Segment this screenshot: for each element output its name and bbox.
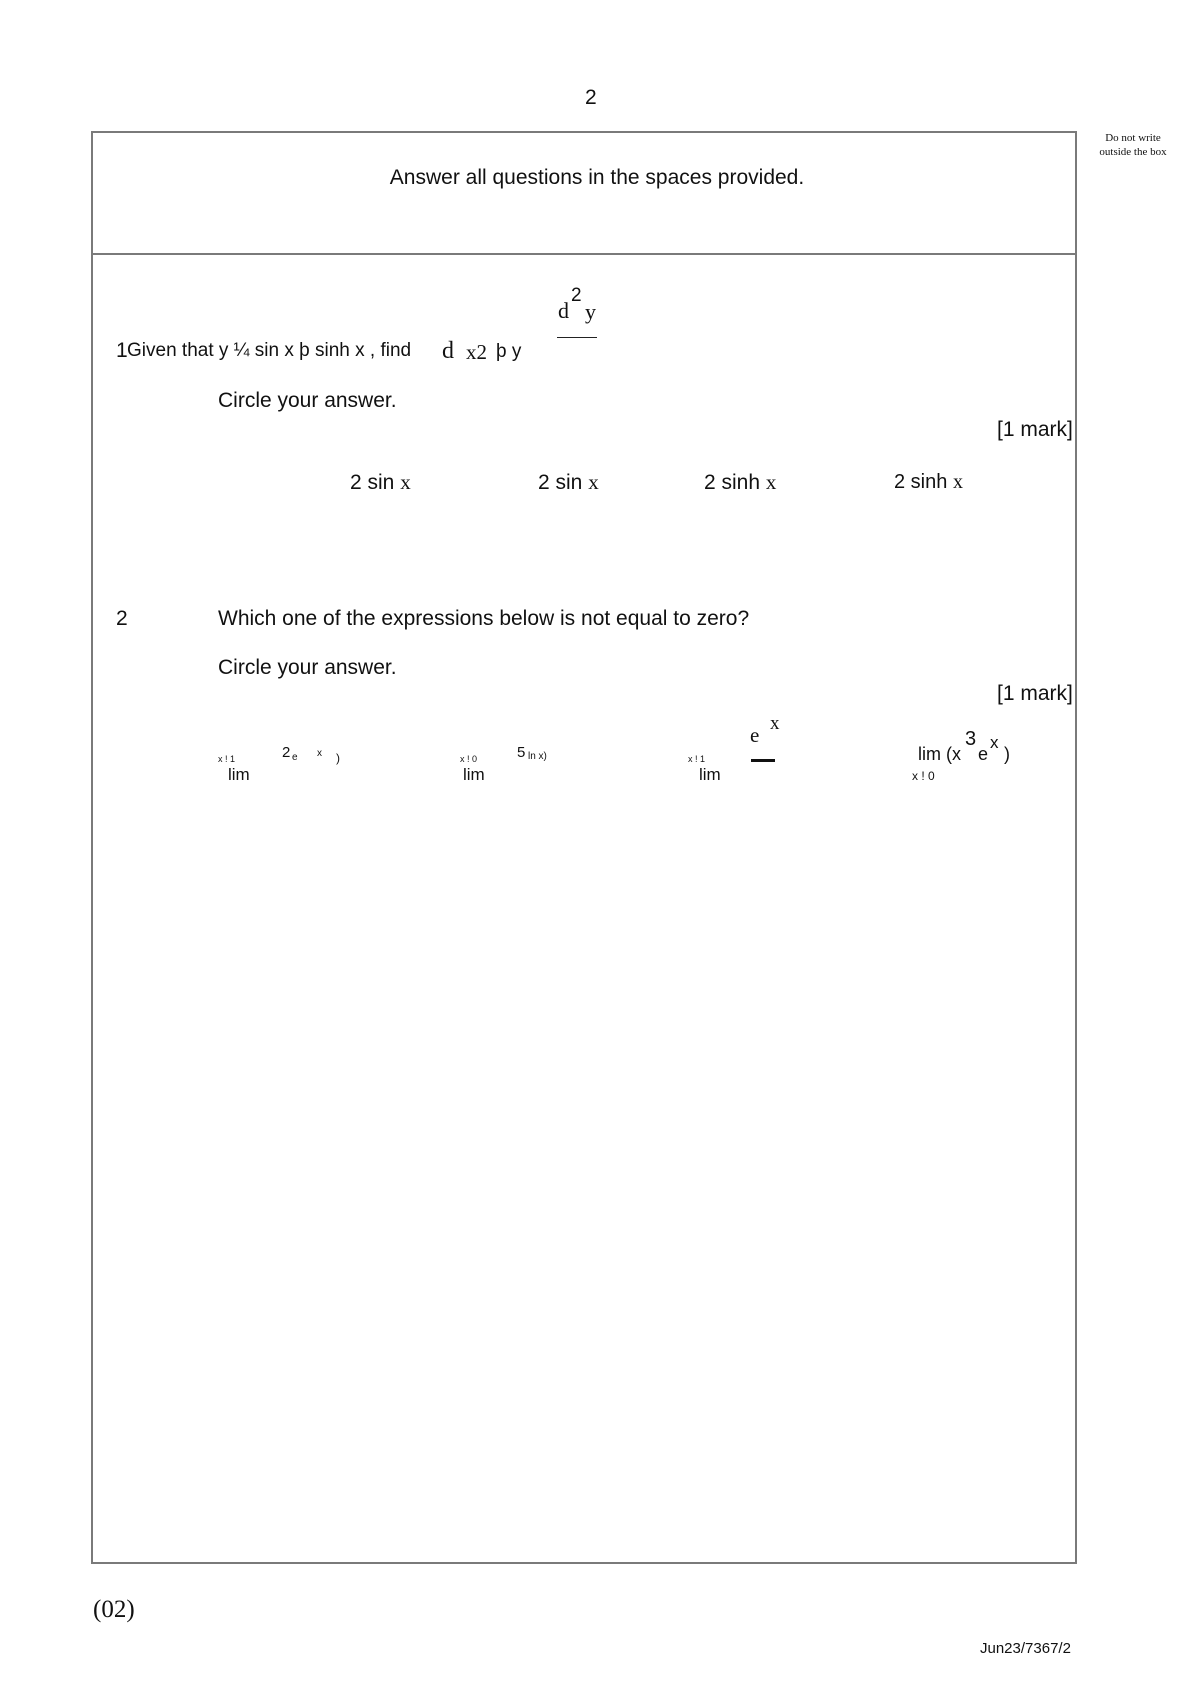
page-number: 2 [585, 86, 597, 109]
q2-option-c-e: e [750, 723, 760, 747]
q2-option-c-fraction-bar [751, 759, 775, 762]
q1-option-a-var: x [400, 470, 411, 494]
q2-option-d-x: x [990, 733, 999, 752]
q2-option-c[interactable] [688, 713, 788, 786]
fraction-numerator-y: y [585, 299, 596, 324]
q2-option-d-lim: lim (x [918, 744, 961, 764]
q2-option-c-lim: lim [699, 765, 721, 784]
q1-option-c-text: 2 sinh [704, 471, 766, 494]
fraction-numerator-d: d [558, 298, 569, 323]
q1-option-c-var: x [765, 470, 777, 494]
fraction-superscript: 2 [571, 285, 582, 306]
q2-option-d-exponent: 3 [965, 728, 977, 750]
q1-option-c[interactable] [704, 470, 776, 495]
q2-option-b-subscript: x ! 0 [460, 754, 478, 764]
q1-number: 1 [116, 339, 128, 362]
q2-option-c-subscript: x ! 1 [688, 754, 706, 764]
q2-question-text: Which one of the expressions below is not equal to zero? [218, 607, 750, 630]
q2-option-d-close: ) [1004, 744, 1010, 764]
margin-note: Do not write outside the box [1099, 132, 1167, 158]
q1-circle-instruction: Circle your answer. [218, 389, 397, 412]
q1-mark: [1 mark] [997, 418, 1073, 441]
q2-circle-instruction: Circle your answer. [218, 656, 397, 679]
q2-option-b-lim: lim [463, 765, 485, 784]
q1-option-a-text: 2 sin [350, 471, 401, 494]
fraction-bar [557, 337, 597, 338]
q2-option-a-close: ) [336, 751, 340, 765]
q2-option-a-x: x [317, 748, 322, 759]
footer-paper-code: Jun23/7367/2 [980, 1640, 1071, 1657]
q2-option-d-subscript: x ! 0 [912, 769, 935, 783]
q1-option-d-var: x [952, 471, 963, 493]
q1-lead-text: Given that y ¼ sin x þ sinh x , find [127, 340, 412, 361]
q2-number: 2 [116, 607, 128, 630]
header-divider [91, 253, 1077, 255]
q2-option-a[interactable] [218, 743, 338, 783]
footer-page-number: (02) [93, 1596, 135, 1623]
q1-option-d-text: 2 sinh [894, 471, 953, 493]
q1-option-b-text: 2 sin [538, 471, 589, 494]
q2-option-c-x: x [770, 713, 780, 734]
q2-option-a-coef: 2 [282, 744, 291, 761]
q1-option-b-var: x [588, 470, 599, 494]
q1-option-b[interactable] [538, 470, 599, 495]
q1-option-d[interactable] [894, 471, 963, 494]
q1-tail-x2: x2 [466, 340, 487, 364]
q1-tail-d: d [442, 338, 454, 364]
q2-option-a-lim: lim [228, 765, 250, 784]
q1-option-a[interactable] [350, 470, 411, 495]
q2-option-b-coef: 5 [517, 744, 526, 761]
q2-option-d[interactable] [910, 726, 1030, 788]
q2-option-a-e: e [292, 752, 298, 763]
q2-option-b-rest: ln x) [528, 751, 547, 762]
q2-option-b[interactable] [460, 743, 570, 783]
instruction-text: Answer all questions in the spaces provided. [389, 166, 805, 189]
q1-tail-rest: þ y [496, 341, 522, 362]
q2-mark: [1 mark] [997, 682, 1073, 705]
q2-option-d-e: e [978, 744, 989, 764]
q2-option-a-subscript: x ! 1 [218, 754, 236, 764]
